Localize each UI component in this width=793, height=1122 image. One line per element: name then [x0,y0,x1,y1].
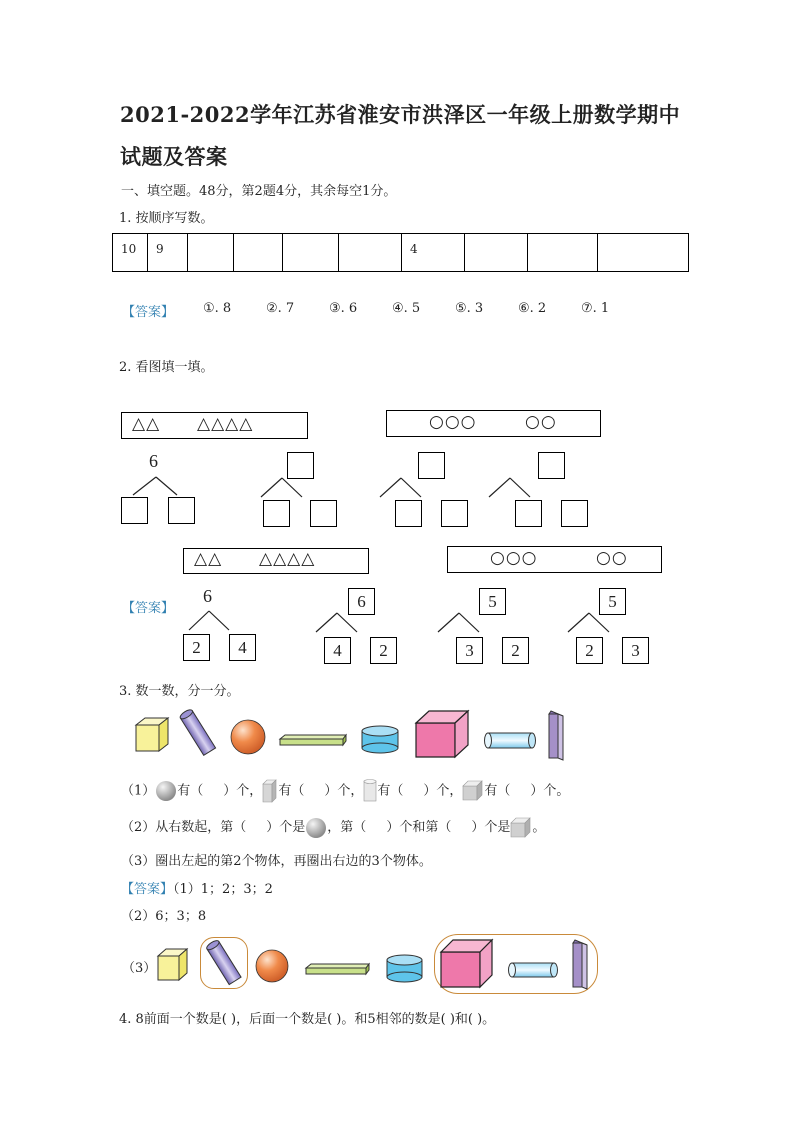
q3-sub3: （3）圈出左起的第2个物体，再圈出右边的3个物体。 [121,854,432,869]
tree-left-box: 3 [456,637,483,664]
q1-answer: ①. 8 [203,301,232,316]
q1-answer: ②. 7 [266,301,295,316]
page-title: 2021-2022学年江苏省淮安市洪泽区一年级上册数学期中试题及答案 [120,102,681,169]
q1-answer: ⑦. 1 [581,301,610,316]
seq-cell: 9 [148,234,188,272]
tree-right-box: 2 [370,637,397,664]
tree-right-box: 3 [622,637,649,664]
cube-icon [158,949,187,980]
q1-answer: ④. 5 [392,301,421,316]
q3-sub2: （2）从右数起，第（ ）个是 ，第（ ）个和第（ ）个是 。 [121,816,545,839]
flat-cuboid-icon [306,964,369,974]
seq-cell: 10 [113,234,148,272]
q1-label: 1. 按顺序写数。 [119,211,214,226]
circle-group: ○○○ [490,548,538,568]
sphere-icon [256,950,288,982]
q3-label: 3. 数一数，分一分。 [119,684,240,699]
answer-tag: 【答案】 [122,305,175,320]
answer-tag: 【答案】 [122,601,175,616]
tree-top-box: 5 [599,588,626,615]
cylinder-icon [205,939,241,985]
circle-group: ○○ [525,412,557,432]
tall-cuboid-icon [573,940,587,989]
tree-right-box: 4 [229,634,256,661]
triangle-group: △△△△ [197,414,254,434]
triangle-group: △△ [194,549,223,569]
seq-cell: 4 [402,234,465,272]
tree-left-box: 4 [324,637,351,664]
triangle-group: △△△△ [259,549,316,569]
tree-top-number: 6 [203,586,212,606]
section-heading: 一、填空题。48分，第2题4分，其余每空1分。 [121,184,397,199]
lying-cylinder-icon [509,963,558,977]
q3-answer-line2: （2）6；3；8 [121,909,207,924]
q1-answer: ③. 6 [329,301,358,316]
tree-left-box: 2 [183,634,210,661]
tree-top-number: 6 [149,451,158,471]
q2-label: 2. 看图填一填。 [119,360,214,375]
circle-group: ○○ [596,548,628,568]
q1-answer: ⑤. 3 [455,301,484,316]
tree-left-box: 2 [576,637,603,664]
triangle-group: △△ [132,414,161,434]
circle-group: ○○○ [429,412,477,432]
q3-answer3-label: （3） [122,961,157,976]
q1-answer: ⑥. 2 [518,301,547,316]
q3-sub1: （1） 有（ ）个， 有（ ）个， 有（ ）个， 有（ ）个。 [121,779,569,803]
tree-top-box: 5 [479,588,506,615]
tree-right-box: 2 [502,637,529,664]
q3-answer-line1: 【答案】（1）1；2；3；2 [121,882,273,897]
large-cube-icon [441,940,492,987]
q4-text: 4. 8前面一个数是( )，后面一个数是( )。和5相邻的数是( )和( )。 [119,1012,496,1027]
tree-top-box: 6 [348,588,375,615]
short-cylinder-icon [387,955,422,982]
